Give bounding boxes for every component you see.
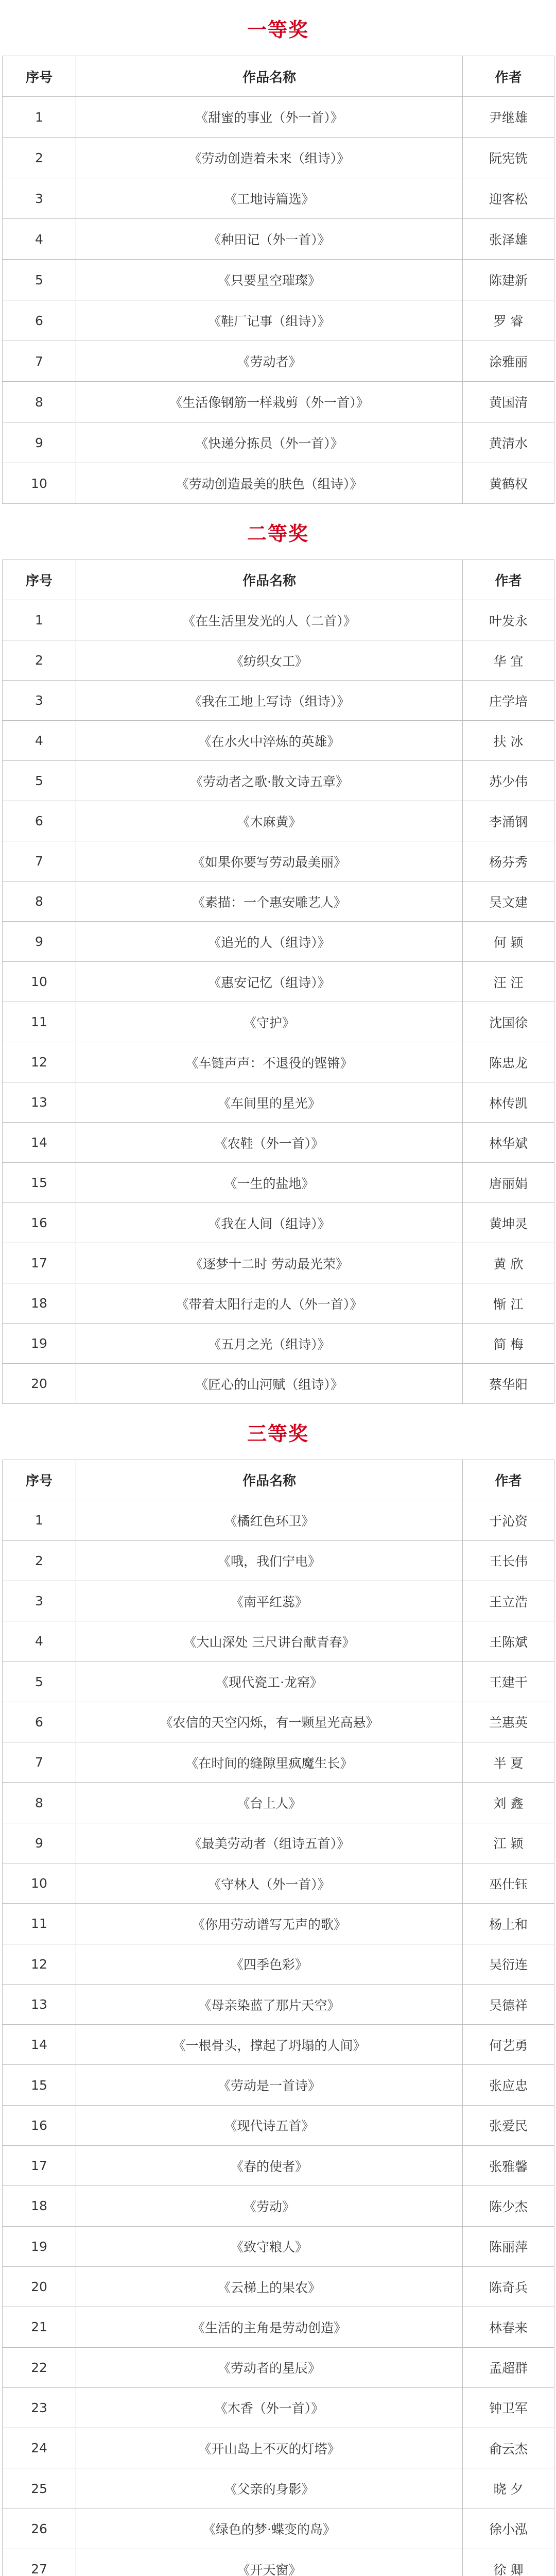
- cell-title: 《如果你要写劳动最美丽》: [76, 841, 463, 882]
- table-row: [3, 882, 554, 922]
- cell-title: 《生活的主角是劳动创造》: [76, 2307, 463, 2347]
- cell-title: 《劳动者》: [76, 341, 463, 382]
- cell-title: 《绿色的梦·蝶变的岛》: [76, 2509, 463, 2549]
- cell-no: 16: [3, 2105, 76, 2145]
- cell-author: 黄鹤权: [463, 463, 554, 504]
- cell-no: 3: [3, 178, 76, 219]
- cell-title: 《素描：一个惠安雕艺人》: [76, 882, 463, 922]
- cell-no: 9: [3, 1823, 76, 1863]
- cell-no: 12: [3, 1944, 76, 1984]
- cell-author: 张泽雄: [463, 219, 554, 260]
- table-row: [3, 600, 554, 640]
- cell-author: 罗 睿: [463, 300, 554, 341]
- table-row: [3, 2105, 554, 2145]
- cell-title: 《云梯上的果农》: [76, 2266, 463, 2307]
- table-row: [3, 2186, 554, 2226]
- cell-no: 10: [3, 1863, 76, 1903]
- cell-title: 《车链声声：不退役的铿锵》: [76, 1042, 463, 1082]
- table-row: [3, 1203, 554, 1243]
- table-row: [3, 2065, 554, 2105]
- cell-author: 王立浩: [463, 1581, 554, 1621]
- table-row: [3, 1002, 554, 1042]
- table-row: [3, 1783, 554, 1823]
- table-row: [3, 219, 554, 260]
- cell-title: 《我在工地上写诗（组诗）》: [76, 681, 463, 721]
- cell-author: 刘 鑫: [463, 1783, 554, 1823]
- cell-no: 10: [3, 463, 76, 504]
- table-row: [3, 463, 554, 504]
- column-header-no: 序号: [3, 560, 76, 600]
- cell-no: 22: [3, 2347, 76, 2387]
- column-header-title: 作品名称: [76, 560, 463, 600]
- cell-no: 4: [3, 721, 76, 761]
- cell-title: 《追光的人（组诗）》: [76, 922, 463, 962]
- table-row: [3, 2428, 554, 2468]
- cell-title: 《现代瓷工·龙窑》: [76, 1662, 463, 1702]
- cell-title: 《鞋厂记事（组诗）》: [76, 300, 463, 341]
- cell-no: 6: [3, 300, 76, 341]
- column-header-no: 序号: [3, 56, 76, 97]
- cell-author: 陈建新: [463, 260, 554, 300]
- cell-no: 26: [3, 2509, 76, 2549]
- cell-title: 《劳动者的星辰》: [76, 2347, 463, 2387]
- cell-title: 《春的使者》: [76, 2146, 463, 2186]
- cell-author: 唐丽娟: [463, 1163, 554, 1203]
- table-row: [3, 382, 554, 422]
- cell-no: 9: [3, 922, 76, 962]
- cell-no: 8: [3, 1783, 76, 1823]
- cell-title: 《你用劳动谱写无声的歌》: [76, 1904, 463, 1944]
- cell-author: 王长伟: [463, 1540, 554, 1581]
- table-row: [3, 2549, 554, 2576]
- cell-no: 13: [3, 1984, 76, 2024]
- table-row: [3, 962, 554, 1002]
- cell-title: 《五月之光（组诗）》: [76, 1324, 463, 1364]
- cell-author: 何 颖: [463, 922, 554, 962]
- cell-no: 5: [3, 761, 76, 801]
- column-header-title: 作品名称: [76, 56, 463, 97]
- table-row: [3, 2387, 554, 2428]
- cell-title: 《守护》: [76, 1002, 463, 1042]
- cell-no: 8: [3, 882, 76, 922]
- table-row: [3, 1042, 554, 1082]
- column-header-author: 作者: [463, 56, 554, 97]
- table-row: [3, 1621, 554, 1662]
- cell-author: 苏少伟: [463, 761, 554, 801]
- cell-no: 2: [3, 1540, 76, 1581]
- cell-no: 19: [3, 2226, 76, 2266]
- cell-author: 吴文建: [463, 882, 554, 922]
- cell-author: 王陈斌: [463, 1621, 554, 1662]
- cell-no: 17: [3, 2146, 76, 2186]
- cell-author: 俞云杰: [463, 2428, 554, 2468]
- cell-title: 《在水火中淬炼的英雄》: [76, 721, 463, 761]
- cell-author: 扶 冰: [463, 721, 554, 761]
- cell-no: 1: [3, 97, 76, 138]
- cell-author: 陈丽萍: [463, 2226, 554, 2266]
- table-row: [3, 1364, 554, 1404]
- cell-no: 7: [3, 1742, 76, 1783]
- cell-author: 阮宪铣: [463, 138, 554, 178]
- cell-author: 黄 欣: [463, 1243, 554, 1283]
- cell-no: 7: [3, 341, 76, 382]
- cell-author: 庄学培: [463, 681, 554, 721]
- cell-no: 11: [3, 1002, 76, 1042]
- cell-no: 18: [3, 2186, 76, 2226]
- cell-no: 4: [3, 1621, 76, 1662]
- cell-author: 惭 江: [463, 1283, 554, 1324]
- cell-author: 叶发永: [463, 600, 554, 640]
- cell-author: 陈忠龙: [463, 1042, 554, 1082]
- cell-title: 《木香（外一首）》: [76, 2387, 463, 2428]
- cell-title: 《现代诗五首》: [76, 2105, 463, 2145]
- table-row: [3, 2307, 554, 2347]
- cell-no: 1: [3, 1500, 76, 1540]
- cell-title: 《木麻黄》: [76, 801, 463, 841]
- table-row: [3, 2266, 554, 2307]
- table-row: [3, 1163, 554, 1203]
- table-row: [3, 640, 554, 681]
- table-row: [3, 1863, 554, 1903]
- cell-author: 孟超群: [463, 2347, 554, 2387]
- column-header-author: 作者: [463, 560, 554, 600]
- section-title: 二等奖: [247, 522, 309, 545]
- cell-title: 《四季色彩》: [76, 1944, 463, 1984]
- cell-title: 《劳动创造着未来（组诗）》: [76, 138, 463, 178]
- cell-title: 《哦，我们宁电》: [76, 1540, 463, 1581]
- cell-title: 《在生活里发光的人（二首）》: [76, 600, 463, 640]
- cell-title: 《守林人（外一首）》: [76, 1863, 463, 1903]
- table-row: [3, 1823, 554, 1863]
- cell-author: 尹继雄: [463, 97, 554, 138]
- cell-no: 19: [3, 1324, 76, 1364]
- cell-author: 陈奇兵: [463, 2266, 554, 2307]
- cell-title: 《劳动》: [76, 2186, 463, 2226]
- cell-no: 6: [3, 1702, 76, 1742]
- cell-author: 杨上和: [463, 1904, 554, 1944]
- cell-author: 黄清水: [463, 422, 554, 463]
- cell-no: 15: [3, 1163, 76, 1203]
- cell-author: 张应忠: [463, 2065, 554, 2105]
- table-row: [3, 2347, 554, 2387]
- table-row: [3, 300, 554, 341]
- cell-title: 《最美劳动者（组诗五首）》: [76, 1823, 463, 1863]
- table-row: [3, 260, 554, 300]
- cell-title: 《橘红色环卫》: [76, 1500, 463, 1540]
- cell-author: 张爱民: [463, 2105, 554, 2145]
- cell-title: 《劳动者之歌·散文诗五章》: [76, 761, 463, 801]
- cell-no: 9: [3, 422, 76, 463]
- table-row: [3, 1984, 554, 2024]
- table-row: [3, 1243, 554, 1283]
- cell-no: 5: [3, 260, 76, 300]
- cell-title: 《种田记（外一首）》: [76, 219, 463, 260]
- cell-no: 11: [3, 1904, 76, 1944]
- cell-author: 李涌钢: [463, 801, 554, 841]
- section-title: 三等奖: [247, 1422, 309, 1445]
- cell-no: 27: [3, 2549, 76, 2576]
- cell-author: 钟卫军: [463, 2387, 554, 2428]
- column-header-author: 作者: [463, 1460, 554, 1500]
- cell-title: 《快递分拣员（外一首）》: [76, 422, 463, 463]
- column-header-title: 作品名称: [76, 1460, 463, 1500]
- award-section-3: [2, 1404, 554, 2576]
- cell-author: 徐小泓: [463, 2509, 554, 2549]
- cell-no: 13: [3, 1082, 76, 1123]
- table-row: [3, 97, 554, 138]
- cell-no: 15: [3, 2065, 76, 2105]
- cell-author: 吴衍连: [463, 1944, 554, 1984]
- cell-no: 20: [3, 1364, 76, 1404]
- cell-title: 《父亲的身影》: [76, 2468, 463, 2509]
- cell-no: 1: [3, 600, 76, 640]
- cell-title: 《工地诗篇选》: [76, 178, 463, 219]
- cell-no: 17: [3, 1243, 76, 1283]
- cell-no: 23: [3, 2387, 76, 2428]
- cell-title: 《甜蜜的事业（外一首）》: [76, 97, 463, 138]
- table-row: [3, 1540, 554, 1581]
- cell-title: 《带着太阳行走的人（外一首）》: [76, 1283, 463, 1324]
- award-table: [2, 1460, 554, 2576]
- cell-author: 林华斌: [463, 1123, 554, 1163]
- award-section-1: [2, 0, 554, 504]
- cell-author: 吴德祥: [463, 1984, 554, 2024]
- cell-no: 12: [3, 1042, 76, 1082]
- table-row: [3, 1324, 554, 1364]
- cell-author: 徐 卿: [463, 2549, 554, 2576]
- cell-author: 沈国徐: [463, 1002, 554, 1042]
- cell-title: 《开山岛上不灭的灯塔》: [76, 2428, 463, 2468]
- cell-no: 2: [3, 138, 76, 178]
- table-row: [3, 1742, 554, 1783]
- cell-title: 《一生的盐地》: [76, 1163, 463, 1203]
- table-row: [3, 138, 554, 178]
- cell-title: 《大山深处 三尺讲台献青春》: [76, 1621, 463, 1662]
- table-row: [3, 2025, 554, 2065]
- cell-no: 25: [3, 2468, 76, 2509]
- table-row: [3, 178, 554, 219]
- award-table: [2, 56, 554, 504]
- table-row: [3, 1283, 554, 1324]
- cell-no: 8: [3, 382, 76, 422]
- cell-title: 《南平红蕊》: [76, 1581, 463, 1621]
- cell-author: 黄国清: [463, 382, 554, 422]
- table-row: [3, 1944, 554, 1984]
- table-row: [3, 1500, 554, 1540]
- cell-author: 华 宜: [463, 640, 554, 681]
- cell-author: 于沁资: [463, 1500, 554, 1540]
- cell-author: 王建干: [463, 1662, 554, 1702]
- cell-no: 3: [3, 1581, 76, 1621]
- table-row: [3, 2509, 554, 2549]
- cell-no: 20: [3, 2266, 76, 2307]
- cell-title: 《致守粮人》: [76, 2226, 463, 2266]
- cell-author: 巫仕钰: [463, 1863, 554, 1903]
- award-table: [2, 560, 554, 1404]
- cell-title: 《农信的天空闪烁，有一颗星光高悬》: [76, 1702, 463, 1742]
- table-row: [3, 2468, 554, 2509]
- table-row: [3, 341, 554, 382]
- table-row: [3, 1123, 554, 1163]
- award-section-2: [2, 504, 554, 1404]
- cell-no: 3: [3, 681, 76, 721]
- cell-no: 4: [3, 219, 76, 260]
- table-row: [3, 1662, 554, 1702]
- cell-title: 《只要星空璀璨》: [76, 260, 463, 300]
- cell-no: 24: [3, 2428, 76, 2468]
- cell-author: 张雅馨: [463, 2146, 554, 2186]
- cell-title: 《农鞋（外一首）》: [76, 1123, 463, 1163]
- cell-author: 涂雅丽: [463, 341, 554, 382]
- cell-title: 《生活像钢筋一样栽剪（外一首）》: [76, 382, 463, 422]
- cell-author: 迎客松: [463, 178, 554, 219]
- cell-author: 杨芬秀: [463, 841, 554, 882]
- cell-no: 14: [3, 1123, 76, 1163]
- section-title: 一等奖: [247, 18, 309, 41]
- cell-author: 林春来: [463, 2307, 554, 2347]
- cell-title: 《劳动创造最美的肤色（组诗）》: [76, 463, 463, 504]
- table-row: [3, 922, 554, 962]
- table-row: [3, 761, 554, 801]
- cell-title: 《一根骨头，撑起了坍塌的人间》: [76, 2025, 463, 2065]
- cell-author: 半 夏: [463, 1742, 554, 1783]
- cell-author: 简 梅: [463, 1324, 554, 1364]
- table-row: [3, 1581, 554, 1621]
- cell-title: 《开天窗》: [76, 2549, 463, 2576]
- table-row: [3, 801, 554, 841]
- cell-author: 汪 汪: [463, 962, 554, 1002]
- cell-title: 《惠安记忆（组诗）》: [76, 962, 463, 1002]
- cell-no: 5: [3, 1662, 76, 1702]
- cell-author: 陈少杰: [463, 2186, 554, 2226]
- cell-author: 晓 夕: [463, 2468, 554, 2509]
- cell-author: 蔡华阳: [463, 1364, 554, 1404]
- column-header-no: 序号: [3, 1460, 76, 1500]
- cell-title: 《母亲染蓝了那片天空》: [76, 1984, 463, 2024]
- table-row: [3, 841, 554, 882]
- cell-author: 黄坤灵: [463, 1203, 554, 1243]
- cell-no: 6: [3, 801, 76, 841]
- cell-no: 21: [3, 2307, 76, 2347]
- cell-title: 《匠心的山河赋（组诗）》: [76, 1364, 463, 1404]
- cell-no: 2: [3, 640, 76, 681]
- cell-author: 林传凯: [463, 1082, 554, 1123]
- cell-title: 《纺织女工》: [76, 640, 463, 681]
- table-row: [3, 1082, 554, 1123]
- cell-title: 《在时间的缝隙里疯魔生长》: [76, 1742, 463, 1783]
- award-sections: [2, 0, 554, 2576]
- cell-title: 《逐梦十二时 劳动最光荣》: [76, 1243, 463, 1283]
- table-row: [3, 1702, 554, 1742]
- table-row: [3, 681, 554, 721]
- table-row: [3, 2146, 554, 2186]
- cell-author: 兰惠英: [463, 1702, 554, 1742]
- table-row: [3, 422, 554, 463]
- cell-no: 10: [3, 962, 76, 1002]
- table-header-row: [3, 560, 554, 600]
- cell-title: 《车间里的星光》: [76, 1082, 463, 1123]
- cell-no: 18: [3, 1283, 76, 1324]
- cell-no: 7: [3, 841, 76, 882]
- table-row: [3, 1904, 554, 1944]
- cell-title: 《台上人》: [76, 1783, 463, 1823]
- cell-title: 《我在人间（组诗）》: [76, 1203, 463, 1243]
- cell-author: 何艺勇: [463, 2025, 554, 2065]
- table-header-row: [3, 56, 554, 97]
- table-header-row: [3, 1460, 554, 1500]
- cell-no: 16: [3, 1203, 76, 1243]
- table-row: [3, 721, 554, 761]
- cell-author: 江 颖: [463, 1823, 554, 1863]
- cell-no: 14: [3, 2025, 76, 2065]
- table-row: [3, 2226, 554, 2266]
- cell-title: 《劳动是一首诗》: [76, 2065, 463, 2105]
